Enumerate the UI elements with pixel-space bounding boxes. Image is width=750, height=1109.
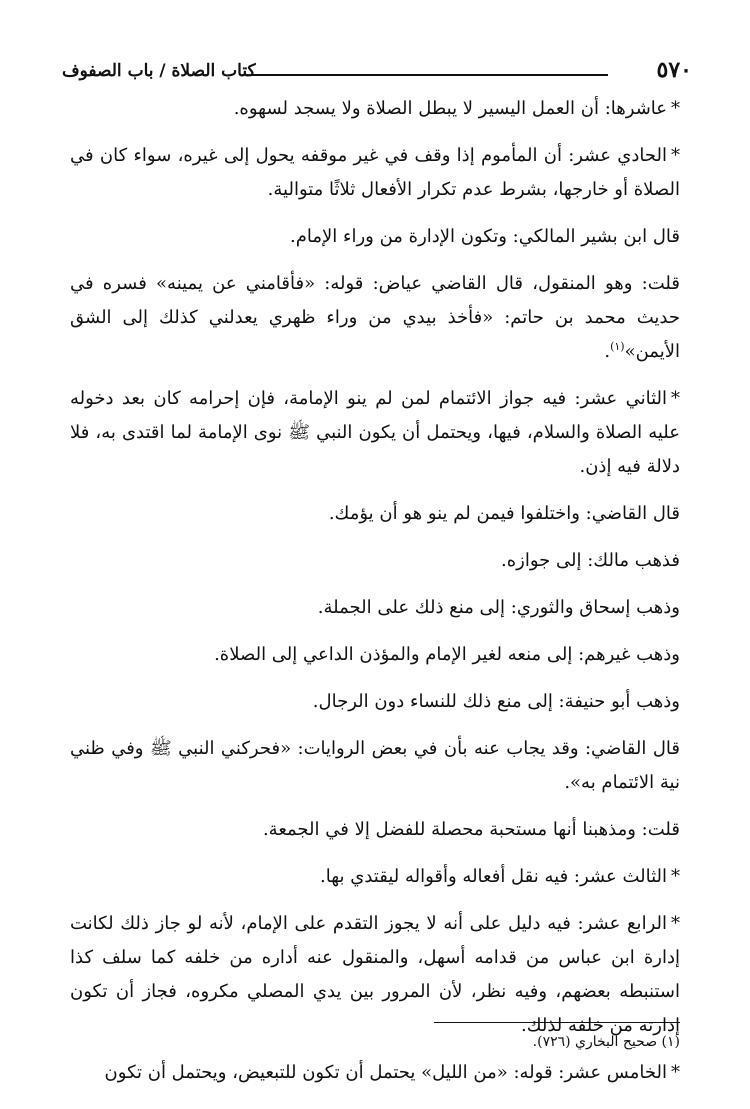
paragraph-text: الثاني عشر: فيه جواز الائتمام لمن لم ينو الإمامة، فإن إحرامه كان بعد دخوله عليه الصلاة والسلام، فيها، ويحتمل أن يكون النبي ﷺ نوى الإمامة لما اقتدى به، فلا دلالة فيه إذن. — [70, 388, 680, 477]
bullet-marker: * — [671, 98, 680, 119]
paragraph-text: قال القاضي: وقد يجاب عنه بأن في بعض الروايات: «فحركني النبي ﷺ وفي ظني نية الائتمام به». — [70, 738, 680, 793]
bullet-marker: * — [671, 913, 680, 934]
paragraph-text: عاشرها: أن العمل اليسير لا يبطل الصلاة ولا يسجد لسهوه. — [233, 98, 667, 119]
paragraph — [70, 382, 680, 484]
bullet-marker: * — [671, 388, 680, 409]
footnote: (١) صحيح البخاري (٧٢٦). — [532, 1034, 680, 1050]
paragraph-text: وذهب أبو حنيفة: إلى منع ذلك للنساء دون الرجال. — [312, 691, 680, 712]
paragraph — [70, 813, 680, 847]
running-title: كتاب الصلاة / باب الصفوف — [62, 61, 256, 81]
paragraph-text: وذهب غيرهم: إلى منعه لغير الإمام والمؤذن الداعي إلى الصلاة. — [214, 644, 680, 665]
paragraph — [70, 591, 680, 625]
page-number: ٥٧٠ — [656, 57, 692, 83]
bullet-marker: * — [671, 145, 680, 166]
paragraph-tail: . — [604, 341, 611, 362]
paragraph — [70, 685, 680, 719]
paragraph-text: الخامس عشر: قوله: «من الليل» يحتمل أن تكون للتبعيض، ويحتمل أن تكون — [104, 1062, 667, 1083]
footnote-rule — [434, 1022, 680, 1023]
paragraph-text: وذهب إسحاق والثوري: إلى منع ذلك على الجملة. — [317, 597, 680, 618]
paragraph — [70, 638, 680, 672]
paragraph — [70, 139, 680, 207]
body-text — [70, 92, 680, 1103]
header-rule — [252, 74, 608, 76]
paragraph — [70, 1056, 680, 1090]
bullet-marker: * — [671, 866, 680, 887]
paragraph — [70, 860, 680, 894]
paragraph-text: الرابع عشر: فيه دليل على أنه لا يجوز التقدم على الإمام، لأنه لو جاز ذلك لكانت إدارة ابن عباس من قدامه أسهل، والمنقول عنه أداره من خلفه كما سلف كذا استنبطه بعضهم، وفيه نظر، لأن المرور بين يدي المصلي مكروه، فجاز أن تكون إدارته من خلفه لذلك. — [70, 913, 680, 1036]
paragraph-text: الحادي عشر: أن المأموم إذا وقف في غير موقفه يحول إلى غيره، سواء كان في الصلاة أو خارجها، بشرط عدم تكرار الأفعال ثلاثًا متوالية. — [70, 145, 680, 200]
paragraph-text: قال ابن بشير المالكي: وتكون الإدارة من وراء الإمام. — [290, 226, 680, 247]
paragraph — [70, 92, 680, 126]
footnote-reference[interactable]: (١) — [610, 340, 625, 353]
paragraph-text: قلت: ومذهبنا أنها مستحبة محصلة للفضل إلا في الجمعة. — [262, 819, 680, 840]
paragraph-text: قال القاضي: واختلفوا فيمن لم ينو هو أن يؤمك. — [328, 503, 680, 524]
paragraph-text: الثالث عشر: فيه نقل أفعاله وأقواله ليقتدي بها. — [320, 866, 667, 887]
paragraph-text: فذهب مالك: إلى جوازه. — [501, 550, 680, 571]
paragraph — [70, 544, 680, 578]
page-header — [62, 56, 692, 86]
paragraph — [70, 497, 680, 531]
bullet-marker: * — [671, 1062, 680, 1083]
paragraph — [70, 267, 680, 369]
paragraph-text: قلت: وهو المنقول، قال القاضي عياض: قوله: «فأقامني عن يمينه» فسره في حديث محمد بن حاتم: «فأخذ بيدي من وراء ظهري يعدلني كذلك إلى الشق الأيمن» — [70, 273, 680, 362]
paragraph — [70, 220, 680, 254]
paragraph — [70, 732, 680, 800]
